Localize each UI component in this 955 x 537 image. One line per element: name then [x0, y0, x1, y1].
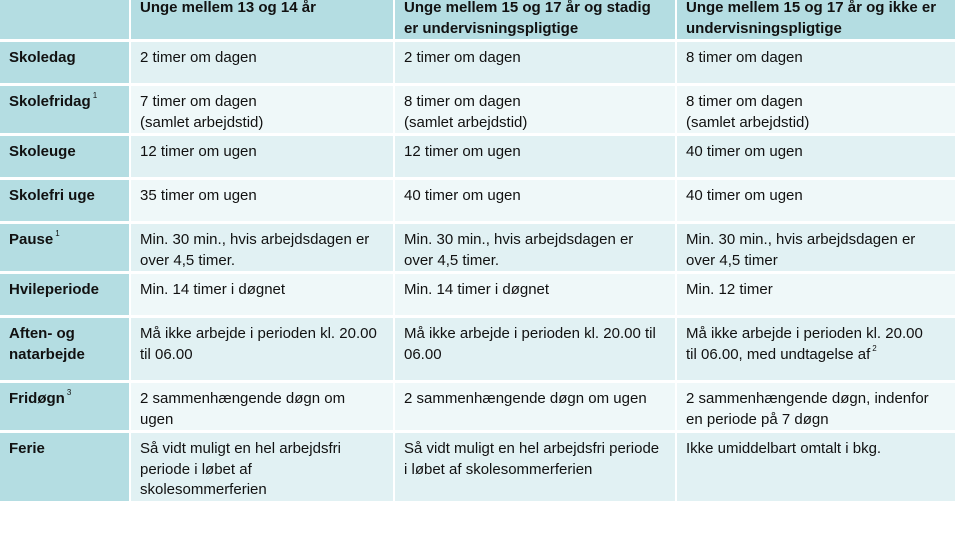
header-age-13-14: Unge mellem 13 og 14 år	[131, 0, 395, 42]
cell-line: Min. 12 timer	[686, 281, 773, 298]
table-cell	[395, 180, 677, 224]
row-label-text: Skolefri uge	[9, 187, 95, 204]
table-cell	[131, 224, 395, 274]
cell-line: skolesommerferien	[140, 481, 267, 498]
row-label	[0, 318, 131, 383]
cell-line: 40 timer om ugen	[686, 187, 803, 204]
cell-line: over 4,5 timer	[686, 251, 778, 269]
table-cell	[677, 274, 955, 318]
table-row	[0, 274, 955, 318]
cell-line: Må ikke arbejde i perioden kl. 20.00 til	[404, 325, 656, 342]
cell-line: Min. 14 timer i døgnet	[140, 281, 286, 298]
table-cell	[677, 86, 955, 136]
cell-line: til 06.00	[140, 345, 193, 363]
cell-line: en periode på 7 døgn	[686, 410, 829, 428]
cell-line: 2 sammenhængende døgn om ugen	[404, 390, 647, 407]
table-cell	[395, 383, 677, 433]
table-cell	[131, 136, 395, 180]
cell-line: Min. 30 min., hvis arbejdsdagen er	[686, 231, 916, 248]
row-label	[0, 180, 131, 224]
header-row	[0, 0, 955, 42]
row-label-text: Skoleuge	[9, 143, 76, 160]
table-row	[0, 383, 955, 433]
cell-line: 7 timer om dagen	[140, 93, 257, 110]
table-cell	[395, 136, 677, 180]
table-cell	[395, 274, 677, 318]
cell-line: 12 timer om ugen	[140, 143, 257, 160]
cell-line: (samlet arbejdstid)	[140, 113, 264, 131]
row-label	[0, 86, 131, 136]
row-label-text: Hvileperiode	[9, 281, 100, 298]
table-cell	[677, 180, 955, 224]
row-label	[0, 383, 131, 433]
cell-line: 8 timer om dagen	[404, 93, 521, 110]
cell-line: Så vidt muligt en hel arbejdsfri	[140, 440, 341, 457]
cell-line: 06.00	[404, 345, 442, 363]
row-label-text: Skolefridag	[9, 93, 91, 110]
table-row	[0, 86, 955, 136]
cell-line: Min. 30 min., hvis arbejdsdagen er	[140, 231, 370, 248]
cell-line: Min. 30 min., hvis arbejdsdagen er	[404, 231, 634, 248]
table-cell	[131, 86, 395, 136]
table-cell	[677, 224, 955, 274]
cell-line: 40 timer om ugen	[686, 143, 803, 160]
cell-line: (samlet arbejdstid)	[404, 113, 528, 131]
row-label	[0, 433, 131, 504]
header-age-15-17-no-school: Unge mellem 15 og 17 år og ikke er undervisningspligtige	[677, 0, 955, 42]
table-cell	[131, 42, 395, 86]
table-cell	[131, 433, 395, 504]
cell-line: 2 timer om dagen	[404, 49, 521, 66]
table-cell	[131, 274, 395, 318]
cell-line: Må ikke arbejde i perioden kl. 20.00	[686, 325, 923, 342]
table-cell	[395, 42, 677, 86]
row-label-text: Fridøgn	[9, 390, 65, 407]
cell-line: Må ikke arbejde i perioden kl. 20.00	[140, 325, 377, 342]
footnote-marker: 2	[872, 343, 877, 353]
row-label-text: Aften- og natarbejde	[9, 325, 85, 363]
table-cell	[677, 318, 955, 383]
cell-line: periode i løbet af	[140, 460, 252, 478]
footnote-marker: 3	[66, 388, 72, 397]
table-cell	[131, 180, 395, 224]
table-row	[0, 433, 955, 504]
cell-line: til 06.00, med undtagelse af $^2$	[686, 343, 877, 363]
cell-line: 2 timer om dagen	[140, 49, 257, 66]
table-cell	[677, 383, 955, 433]
table-cell	[131, 383, 395, 433]
row-label-text: Ferie	[9, 440, 45, 457]
table-cell	[395, 318, 677, 383]
table-row	[0, 318, 955, 383]
table-cell	[395, 224, 677, 274]
table-cell	[131, 318, 395, 383]
cell-line: 35 timer om ugen	[140, 187, 257, 204]
table-row	[0, 224, 955, 274]
header-corner	[0, 0, 131, 42]
header-age-15-17-school: Unge mellem 15 og 17 år og stadig er undervisningspligtige	[395, 0, 677, 42]
footnote-marker: 1	[92, 91, 98, 100]
cell-line: 12 timer om ugen	[404, 143, 521, 160]
cell-line: Min. 14 timer i døgnet	[404, 281, 550, 298]
table-cell	[395, 86, 677, 136]
table-row	[0, 180, 955, 224]
row-label	[0, 136, 131, 180]
row-label-text: Pause	[9, 231, 54, 248]
table-cell	[677, 42, 955, 86]
table-cell	[677, 433, 955, 504]
cell-line: 8 timer om dagen	[686, 49, 803, 66]
cell-line: ugen	[140, 410, 174, 428]
row-label-text: Skoledag	[9, 49, 76, 66]
row-label	[0, 42, 131, 86]
cell-line: 40 timer om ugen	[404, 187, 521, 204]
table-cell	[677, 136, 955, 180]
cell-line: Ikke umiddelbart omtalt i bkg.	[686, 440, 882, 457]
table-row	[0, 136, 955, 180]
cell-line: (samlet arbejdstid)	[686, 113, 810, 131]
cell-line: 8 timer om dagen	[686, 93, 803, 110]
cell-line: over 4,5 timer.	[404, 251, 500, 269]
footnote-marker: 1	[55, 229, 60, 238]
cell-line: over 4,5 timer.	[140, 251, 236, 269]
cell-line: 2 sammenhængende døgn, indenfor	[686, 390, 929, 407]
table-cell	[395, 433, 677, 504]
cell-line: 2 sammenhængende døgn om	[140, 390, 346, 407]
cell-line: i løbet af skolesommerferien	[404, 460, 593, 478]
cell-line: Så vidt muligt en hel arbejdsfri periode	[404, 440, 660, 457]
row-label	[0, 274, 131, 318]
table-row	[0, 42, 955, 86]
row-label	[0, 224, 131, 274]
